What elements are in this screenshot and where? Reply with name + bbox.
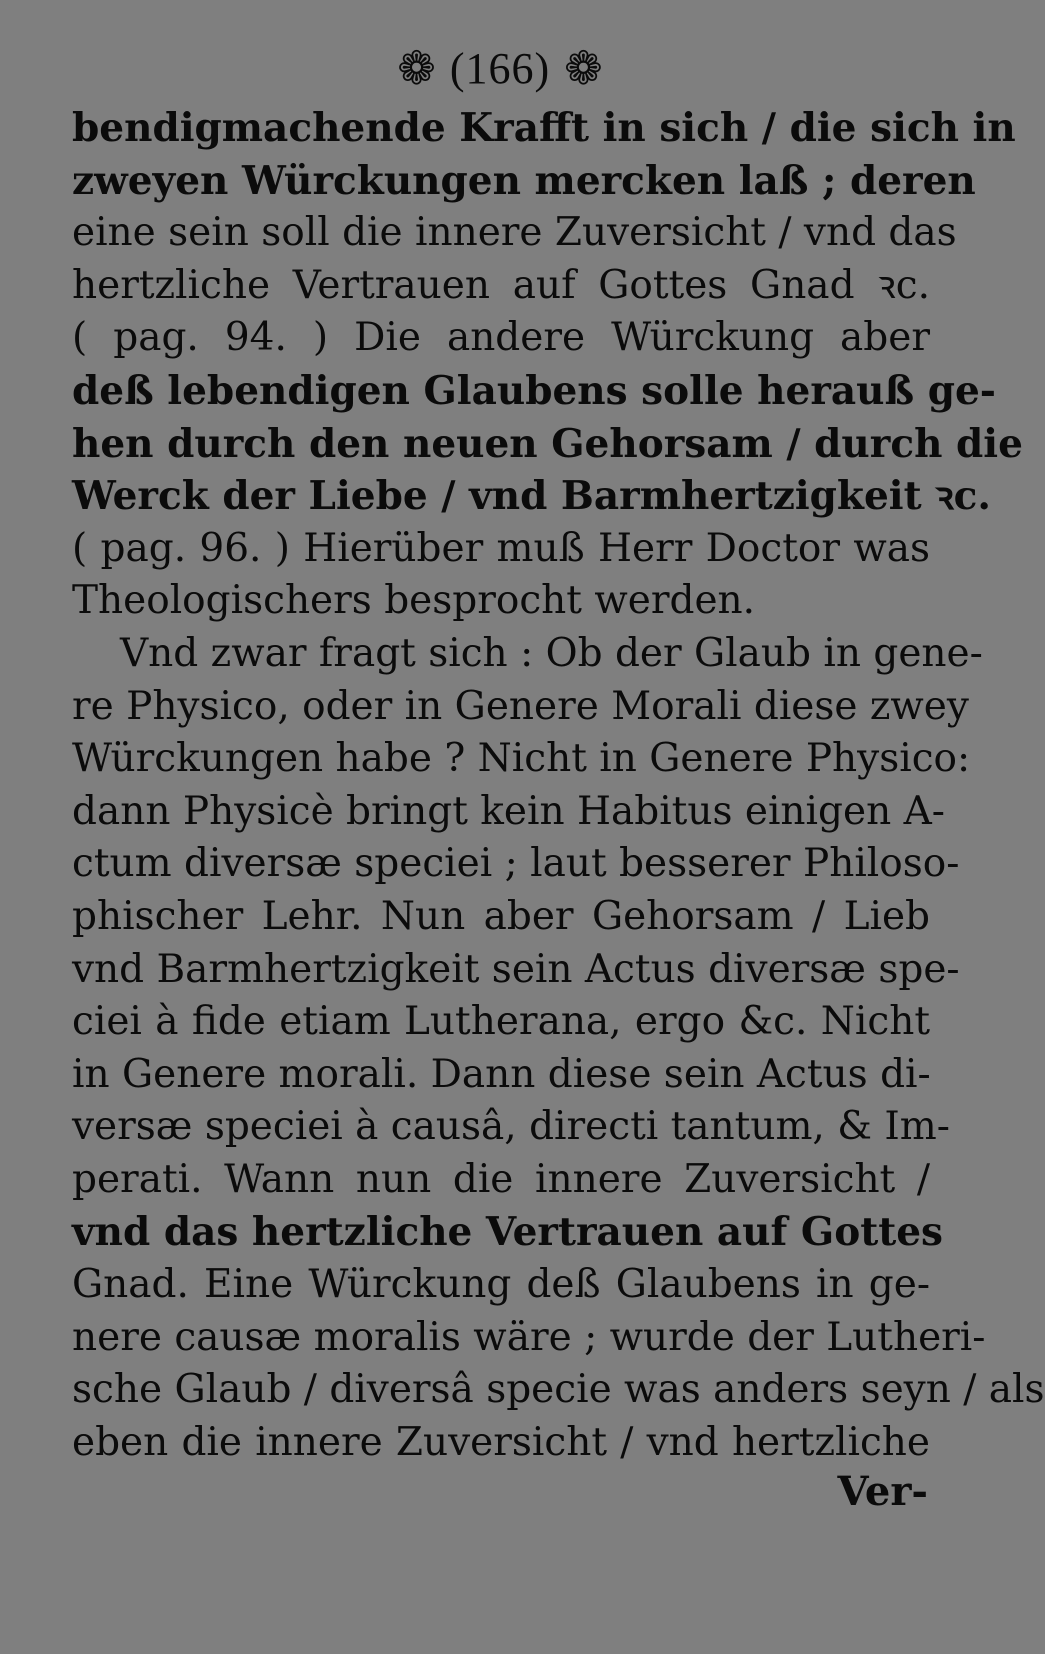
text-line: Werck der Liebe / vnd Barmhertzigkeit ꝛc. xyxy=(72,473,991,520)
text-line: bendigmachende Krafft in sich / die sich in xyxy=(72,105,1016,151)
text-line: vnd Barmhertzigkeit sein Actus diversæ spe- xyxy=(72,946,960,992)
text-line: ctum diversæ speciei ; laut besserer Philoso- xyxy=(72,841,960,887)
text-line: in Genere morali. Dann diese sein Actus di- xyxy=(72,1051,931,1097)
catchword: Ver- xyxy=(837,1468,928,1515)
text-line: eine sein soll die innere Zuversicht / vnd das xyxy=(72,210,957,256)
page-header xyxy=(0,38,1000,98)
body-text xyxy=(72,102,1045,1469)
text-line: Theologischers besprocht werden. xyxy=(72,578,756,624)
text-line: Würckungen habe ? Nicht in Genere Physico: xyxy=(72,736,971,782)
text-line: deß lebendigen Glaubens solle herauß ge- xyxy=(72,367,996,414)
text-line: Gnad. Eine Würckung deß Glaubens in ge- xyxy=(72,1262,930,1308)
page-number: (166) xyxy=(449,43,551,93)
text-line: ( pag. 94. ) Die andere Würckung aber xyxy=(72,315,930,361)
text-line: perati. Wann nun die innere Zuversicht / xyxy=(72,1156,930,1202)
text-line: versæ speciei à causâ, directi tantum, & Im- xyxy=(72,1104,950,1150)
text-line: phischer Lehr. Nun aber Gehorsam / Lieb xyxy=(72,893,930,939)
text-line: sche Glaub / diversâ specie was anders seyn / als xyxy=(72,1367,1045,1413)
flower-ornament-icon: ❁ xyxy=(564,41,603,95)
text-line: hen durch den neuen Gehorsam / durch die xyxy=(72,420,1023,467)
text-line: vnd das hertzliche Vertrauen auf Gottes xyxy=(72,1209,944,1256)
text-line: ( pag. 96. ) Hierüber muß Herr Doctor was xyxy=(72,525,930,571)
text-line: dann Physicè bringt kein Habitus einigen A- xyxy=(72,788,945,834)
text-line: eben die innere Zuversicht / vnd hertzliche xyxy=(72,1419,930,1465)
text-line: nere causæ moralis wäre ; wurde der Lutheri- xyxy=(72,1314,986,1360)
text-line: zweyen Würckungen mercken laß ; deren xyxy=(72,157,976,204)
flower-ornament-icon: ❁ xyxy=(397,41,436,95)
text-line: ciei à fide etiam Lutherana, ergo &c. Nicht xyxy=(72,999,930,1045)
text-line: Vnd zwar fragt sich : Ob der Glaub in gene- xyxy=(120,630,983,676)
text-line: re Physico, oder in Genere Morali diese zwey xyxy=(72,683,969,729)
text-line: hertzliche Vertrauen auf Gottes Gnad ꝛc. xyxy=(72,262,930,308)
